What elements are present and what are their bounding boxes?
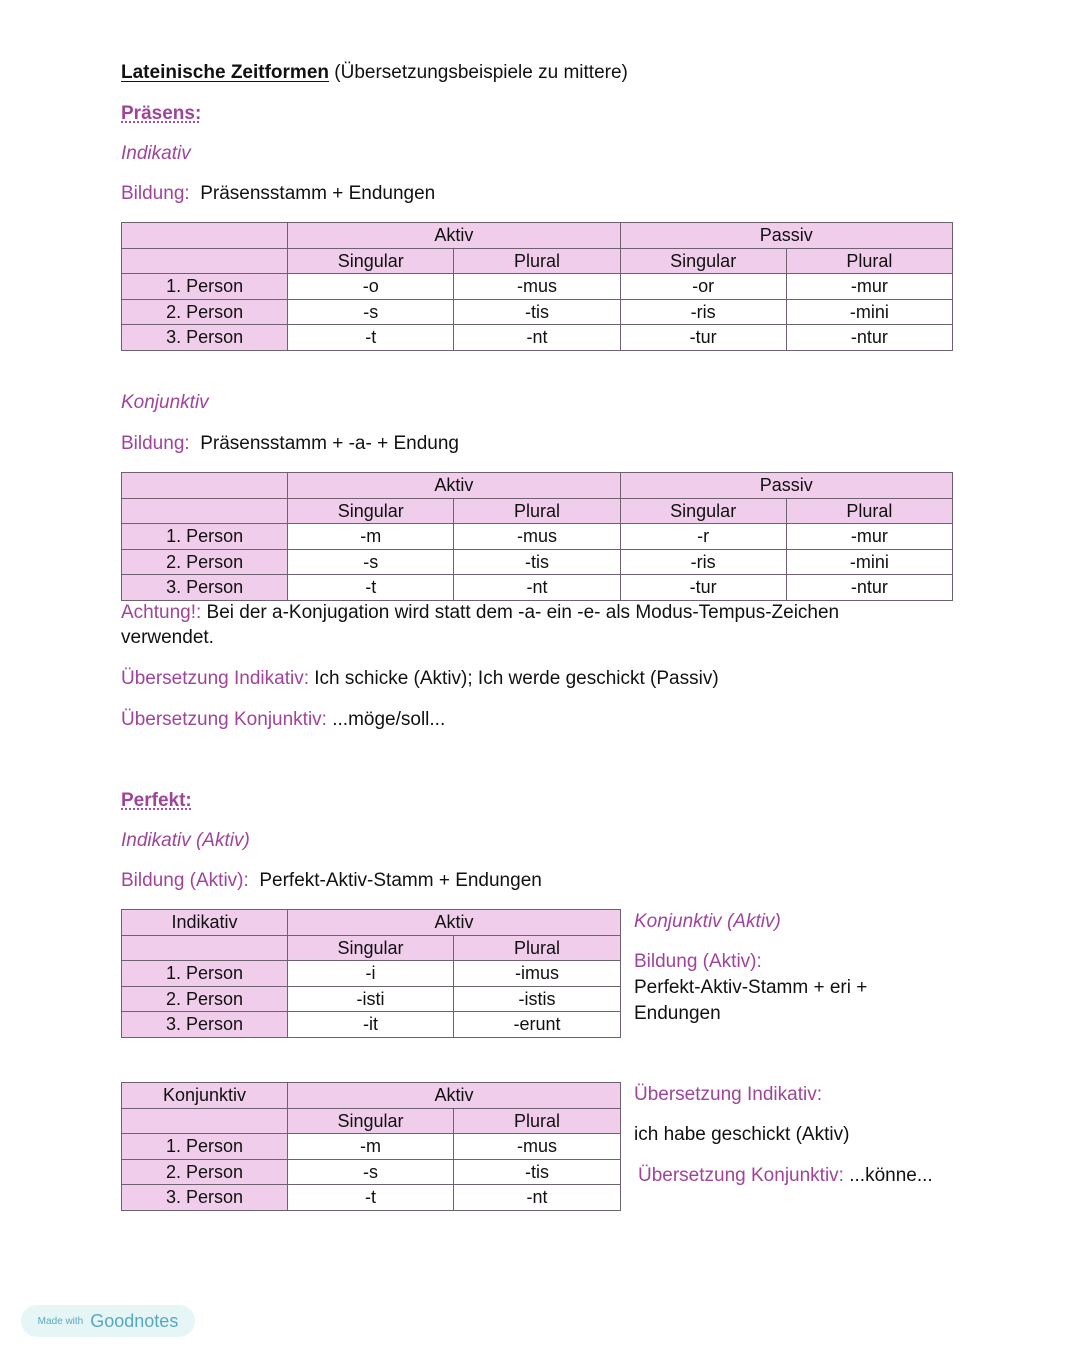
- group-header-passiv: Passiv: [620, 473, 952, 499]
- achtung-text: Bei der a-Konjugation wird statt dem -a- ein -e- als Modus-Tempus-Zeichen: [201, 602, 840, 623]
- uebersetzung-label: Übersetzung Konjunktiv:: [638, 1165, 844, 1186]
- praesens-indikativ-table: [121, 222, 953, 351]
- bildung-text: Präsensstamm + Endungen: [200, 183, 436, 204]
- table-row: [122, 1012, 621, 1038]
- uebersetzung-text: Ich schicke (Aktiv); Ich werde geschickt (Passiv): [309, 668, 719, 689]
- sub-header: Plural: [454, 935, 621, 961]
- table-cell: -t: [288, 1185, 454, 1211]
- subheading-indikativ: Indikativ: [121, 143, 191, 164]
- table-cell: -tis: [454, 549, 620, 575]
- bildung-label: Bildung (Aktiv):: [121, 870, 249, 891]
- table-row: [122, 961, 621, 987]
- perfekt-uebersetzung-konjunktiv: [638, 1165, 933, 1187]
- group-header-passiv: Passiv: [620, 223, 952, 249]
- row-header: 3. Person: [122, 1012, 288, 1038]
- bildung-line: [121, 433, 459, 455]
- sub-header: Plural: [454, 498, 620, 524]
- row-header: 3. Person: [122, 575, 288, 601]
- group-header-aktiv: Aktiv: [288, 1083, 621, 1109]
- row-header: 3. Person: [122, 1185, 288, 1211]
- konjunktiv-bildung-text: Perfekt-Aktiv-Stamm + eri +: [634, 977, 868, 998]
- table-cell: -r: [620, 524, 786, 550]
- table-cell: -mur: [786, 524, 952, 550]
- table-row: [122, 575, 953, 601]
- row-header: 2. Person: [122, 299, 288, 325]
- achtung-note-continued: verwendet.: [121, 627, 214, 648]
- table-cell: -ntur: [786, 325, 952, 351]
- section-heading-perfekt: Perfekt:: [121, 790, 192, 811]
- corner-cell: [122, 223, 288, 249]
- konjunktiv-bildung-label: Bildung (Aktiv):: [634, 951, 762, 972]
- row-header: 2. Person: [122, 549, 288, 575]
- corner-cell: [122, 248, 288, 274]
- sub-header: Plural: [786, 248, 952, 274]
- row-header: 1. Person: [122, 961, 288, 987]
- table-cell: -s: [288, 549, 454, 575]
- perfekt-uebersetzung-indikativ-text: ich habe geschickt (Aktiv): [634, 1124, 850, 1145]
- table-cell: -tis: [454, 299, 620, 325]
- sub-header: Singular: [620, 248, 786, 274]
- table-cell: -nt: [454, 325, 620, 351]
- table-cell: -ntur: [786, 575, 952, 601]
- uebersetzung-text: ...könne...: [843, 1165, 933, 1186]
- table-cell: -o: [288, 274, 454, 300]
- table-cell: -s: [288, 1159, 454, 1185]
- table-cell: -isti: [288, 986, 454, 1012]
- table-cell: -mur: [786, 274, 952, 300]
- sub-header: Singular: [288, 1108, 454, 1134]
- made-with-goodnotes-badge: [21, 1305, 195, 1337]
- table-cell: -or: [620, 274, 786, 300]
- perfekt-uebersetzung-indikativ-label: Übersetzung Indikativ:: [634, 1084, 822, 1105]
- table-row: [122, 1134, 621, 1160]
- uebersetzung-indikativ: [121, 668, 719, 690]
- bildung-line: [121, 183, 435, 205]
- corner-cell: Indikativ: [122, 910, 288, 936]
- table-cell: -erunt: [454, 1012, 621, 1038]
- corner-cell: [122, 498, 288, 524]
- subheading-konjunktiv-aktiv: Konjunktiv (Aktiv): [634, 911, 781, 932]
- table-cell: -mus: [454, 274, 620, 300]
- table-row: [122, 549, 953, 575]
- table-row: [122, 325, 953, 351]
- title-subtitle: (Übersetzungsbeispiele zu mittere): [329, 62, 628, 83]
- sub-header: Plural: [786, 498, 952, 524]
- table-row: [122, 1159, 621, 1185]
- row-header: 2. Person: [122, 1159, 288, 1185]
- document-title: [121, 62, 628, 84]
- table-cell: -tur: [620, 325, 786, 351]
- table-row: [122, 299, 953, 325]
- perfekt-indikativ-table: [121, 909, 621, 1038]
- bildung-line: [121, 870, 542, 892]
- table-cell: -nt: [454, 1185, 621, 1211]
- konjunktiv-bildung-text-continued: Endungen: [634, 1003, 721, 1024]
- corner-cell: [122, 473, 288, 499]
- table-cell: -imus: [454, 961, 621, 987]
- table-cell: -mini: [786, 299, 952, 325]
- uebersetzung-label: Übersetzung Konjunktiv:: [121, 709, 327, 730]
- bildung-label: Bildung:: [121, 433, 190, 454]
- section-heading-praesens: Präsens:: [121, 103, 202, 124]
- row-header: 1. Person: [122, 274, 288, 300]
- table-cell: -m: [288, 1134, 454, 1160]
- group-header-aktiv: Aktiv: [288, 473, 620, 499]
- table-cell: -tis: [454, 1159, 621, 1185]
- row-header: 2. Person: [122, 986, 288, 1012]
- sub-header: Singular: [620, 498, 786, 524]
- title-main: Lateinische Zeitformen: [121, 62, 329, 83]
- table-cell: -it: [288, 1012, 454, 1038]
- corner-cell: Konjunktiv: [122, 1083, 288, 1109]
- uebersetzung-label: Übersetzung Indikativ:: [121, 668, 309, 689]
- table-cell: -mus: [454, 524, 620, 550]
- table-cell: -mus: [454, 1134, 621, 1160]
- corner-cell: [122, 935, 288, 961]
- table-cell: -t: [288, 325, 454, 351]
- table-row: [122, 986, 621, 1012]
- corner-cell: [122, 1108, 288, 1134]
- table-cell: -tur: [620, 575, 786, 601]
- sub-header: Singular: [288, 498, 454, 524]
- sub-header: Singular: [288, 935, 454, 961]
- subheading-konjunktiv: Konjunktiv: [121, 392, 209, 413]
- table-cell: -nt: [454, 575, 620, 601]
- sub-header: Plural: [454, 248, 620, 274]
- table-cell: -s: [288, 299, 454, 325]
- sub-header: Singular: [288, 248, 454, 274]
- table-cell: -ris: [620, 549, 786, 575]
- praesens-konjunktiv-table: [121, 472, 953, 601]
- achtung-label: Achtung!:: [121, 602, 202, 623]
- sub-header: Plural: [454, 1108, 621, 1134]
- bildung-label: Bildung:: [121, 183, 190, 204]
- table-row: [122, 524, 953, 550]
- goodnotes-logo: Goodnotes: [90, 1310, 179, 1331]
- row-header: 1. Person: [122, 1134, 288, 1160]
- row-header: 3. Person: [122, 325, 288, 351]
- table-cell: -mini: [786, 549, 952, 575]
- row-header: 1. Person: [122, 524, 288, 550]
- perfekt-konjunktiv-table: [121, 1082, 621, 1211]
- uebersetzung-text: ...möge/soll...: [326, 709, 446, 730]
- uebersetzung-konjunktiv: [121, 709, 445, 731]
- table-row: [122, 274, 953, 300]
- table-row: [122, 1185, 621, 1211]
- achtung-note: [121, 602, 839, 624]
- group-header-aktiv: Aktiv: [288, 223, 620, 249]
- bildung-text: Perfekt-Aktiv-Stamm + Endungen: [259, 870, 542, 891]
- bildung-text: Präsensstamm + -a- + Endung: [200, 433, 459, 454]
- table-cell: -i: [288, 961, 454, 987]
- group-header-aktiv: Aktiv: [288, 910, 621, 936]
- badge-prefix: Made with: [37, 1315, 84, 1327]
- table-cell: -ris: [620, 299, 786, 325]
- table-cell: -t: [288, 575, 454, 601]
- subheading-indikativ-aktiv: Indikativ (Aktiv): [121, 830, 250, 851]
- table-cell: -istis: [454, 986, 621, 1012]
- table-cell: -m: [288, 524, 454, 550]
